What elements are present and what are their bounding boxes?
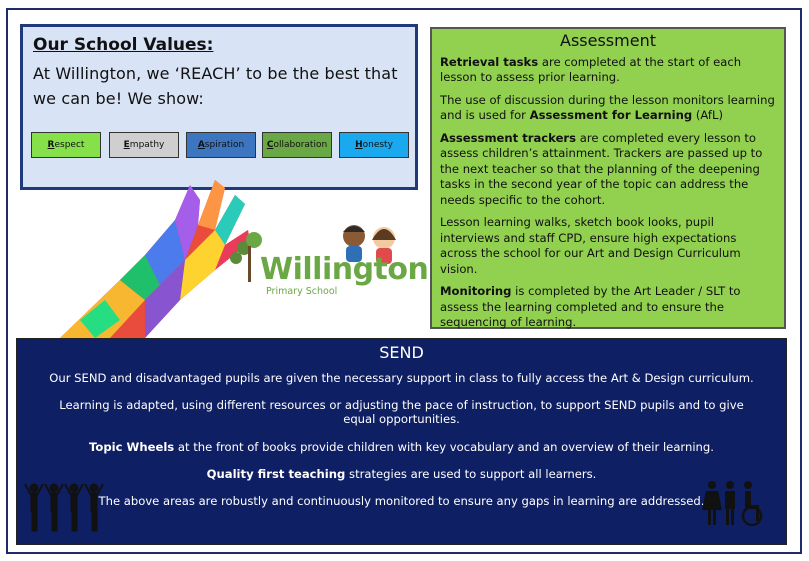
send-topic-wheels: Topic Wheels at the front of books provide children with key vocabulary and an overview of their learning. [89,440,714,454]
value-honesty: H onesty [339,132,409,158]
send-quality-teaching: Quality first teaching strategies are used to support all learners. [206,467,597,481]
assessment-trackers: Assessment trackers are completed every lesson to assess children’s attainment. Trackers are passed up to the next teacher so that the planning of the deepening tasks in the second year of the topic can address the needs specific to the cohort. [440,130,763,207]
multicolour-arm-icon [50,160,250,338]
assessment-title: Assessment [560,31,656,50]
value-respect: R espect [31,132,101,158]
send-panel [16,338,787,545]
value-collaboration: C ollaboration [262,132,332,158]
send-monitoring: The above areas are robustly and continuously monitored to ensure any gaps in learning are addressed. [98,494,705,508]
reach-values-row [31,132,411,158]
send-support: Our SEND and disadvantaged pupils are given the necessary support in class to fully access the Art & Design curriculum. [49,371,754,385]
assessment-retrieval: Retrieval tasks are completed at the start of each lesson to assess prior learning. [440,54,742,84]
family-wheelchair-icon [702,480,772,526]
children-group-icon [24,482,104,534]
assessment-panel [430,27,786,329]
logo-subtitle: Primary School [266,286,338,297]
send-adapted-learning: Learning is adapted, using different resources or adjusting the pace of instruction, to support SEND pupils and to give equal opportunities. [59,398,744,426]
values-title: Our School Values: [33,35,214,55]
assessment-monitoring: Monitoring is completed by the Art Leader / SLT to assess the learning completed and to ensure the sequencing of learning. [440,284,741,329]
send-title: SEND [379,343,424,362]
value-empathy: E mpathy [109,132,179,158]
value-aspiration: A spiration [186,132,256,158]
school-logo [222,222,429,300]
logo-name: Willington [260,252,429,287]
assessment-discussion: The use of discussion during the lesson monitors learning and is used for Assessment for Learning (AfL) [440,92,775,122]
assessment-learning-walks: Lesson learning walks, sketch book looks, pupil interviews and staff CPD, ensure high expectations across the school for our Art and Design Curriculum vision. [440,215,741,276]
values-text: At Willington, we ‘REACH’ to be the best that we can be! We show: [33,64,398,108]
